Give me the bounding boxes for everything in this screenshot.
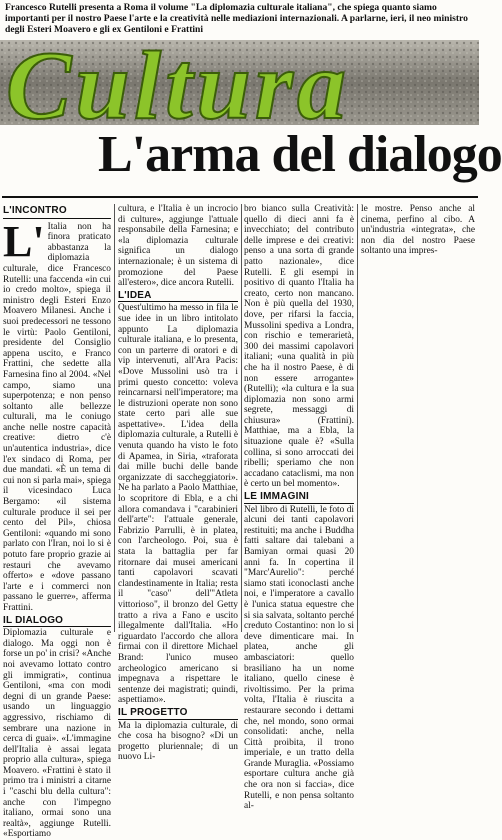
column-divider — [241, 204, 242, 632]
column-1 — [3, 204, 111, 840]
paragraph: le mostre. Penso anche al cinema, perfino al cibo. A un'industria «integrata», che non dia del nostro Paese soltanto una impres- — [361, 204, 475, 257]
section-banner-graphic — [0, 32, 479, 140]
subheading-incontro: L'INCONTRO — [3, 206, 111, 219]
paragraph: Nel libro di Rutelli, le foto di alcuni dei tanti capolavori restituiti; ma anche i Buddha fatti saltare dai talebani a Bamiyan ormai quasi 20 anni fa. In copertina il "Marc'Aurelio": perché siamo stati iconoclasti anche noi, e l'imperatore a cavallo è l'unica statua equestre che si sia salvata, soltanto perché creduto Costantino: non lo si deve dimenticare mai. In platea, anche gli ambasciatori: quello brasiliano ha un nome italiano, quello cinese è rivoltissimo. Per la prima volta, l'Italia è riuscita a restaurare secondo i dettami che, nel mondo, sono ormai consolidati: anche, nella Città proibita, il trono imperiale, e un tratto della Grande Muraglia. «Possiamo esportare cultura anche già che ora non si faccia», dice Rutelli, e non pensa soltanto al- — [244, 504, 354, 812]
paragraph: bro bianco sulla Creatività: quello di dieci anni fa è invecchiato; del contributo delle imprese e dei creativi: penso a una sorta di grande patto nazionale», dice Rutelli. E gli esempi in positivo di quanto l'Italia ha creato, certo non mancano. Non è più quella del 1930, dove, per rifarsi la faccia, Mussolini spediva a Londra, con rischio e temerarietà, 300 dei massimi capolavori italiani; «una qualità in più che ha il nostro Paese, è di non essere arrogante» (Rutelli); «la cultura e la sua diplomazia non sono armi segrete, messaggi di chiusura» (Frattini). Matthiae, ma a Ebla, la situazione quale è? «Sulla collina, si sono arroccati dei ribelli; speriamo che non accadano cataclismi, ma non è certo un bel momento». — [244, 204, 354, 490]
paragraph: Diplomazia culturale e dialogo. Ma oggi non è forse un po' in crisi? «Anche noi avevamo lottato contro gli immigrati», continua Gentiloni, «ma con modi degni di un grande Paese: usando un linguaggio aggressivo, rischiamo di sembrare una nazione in cerca di guai». «L'immagine dell'Italia è assai legata proprio alla cultura», spiega Moavero. «Frattini è stato il primo tra i ministri a citarne i "caschi blu della cultura": anche con l'impegno italiano, ormai sono una realtà», aggiunge Rutelli. «Esportiamo — [3, 628, 111, 840]
divider — [2, 196, 478, 198]
section-banner — [0, 32, 479, 140]
paragraph-text: Italia non ha finora praticato abbastanza la diplomazia culturale, dice Francesco Rutelli: una faccenda «in cui io credo molto», spiega il ministro degli Esteri Enzo Moavero Milanesi. Anche i suoi predecessori ne tessono le virtù: Paolo Gentiloni, presidente del Consiglio appena uscito, e Franco Frattini, che sedette alla Farnesina fino al 2004. «Nel campo, siamo una superpotenza; e non penso soltanto alle bellezze culturali, ma le coniugo anche nelle nostre capacità creative: dietro c'è un'autentica industria», dice l'ex sindaco di Roma, per due mandati. «È un tema di cui non si parla mai», spiega il vicesindaco Luca Bergamo: «il sistema culturale produce il sei per cento del Pil», chiosa Gentiloni: «quando mi sono parlato con l'Iran, noi lo si è potuto fare proprio grazie ai restauri che avevamo offerto» e «dove passano l'arte e i commerci non passano le guerre», afferma Frattini. — [3, 221, 111, 613]
paragraph: Quest'ultimo ha messo in fila le sue idee in un libro intitolato appunto La diplomazia culturale italiana, e lo presenta, con un parterre di oratori e di vip intervenuti, all'Ara Pacis: «Dove Mussolini usò tra i primi questo concetto: voleva reincarnarsi nell'imperatore; ma le distruzioni operate non sono state certo pari alle sue aspettative». L'idea della diplomazia culturale, a Rutelli è venuta quando ha visto le foto di Apamea, in Siria, «traforata dai mille buchi delle bande organizzate di saccheggiatori». Ne ha parlato a Paolo Matthiae, lo scopritore di Ebla, e a chi allora comandava i "carabinieri dell'arte": l'attuale generale, Fabrizio Parrulli, è in platea, con l'archeologo. Poi, sua è stata la battaglia per far ritornare dai musei americani tanti capolavori scavati clandestinamente in Italia; resta il "caso" dell'"Atleta vittorioso", il bronzo del Getty tratto a riva a Fano e uscito illegalmente dall'Italia. «Ho riguardato l'accordo che allora firmai con il direttore Michael Brand: l'unico museo archeologico americano si impegnava a rispettare le sentenze dei magistrati; quindi, aspettiamo». — [118, 303, 239, 706]
section-title: Cultura — [6, 32, 350, 140]
subheading-idea: L'IDEA — [118, 291, 238, 303]
drop-cap: L' — [3, 216, 45, 266]
paragraph — [3, 216, 111, 614]
column-2 — [118, 204, 239, 763]
paragraph: Ma la diplomazia culturale, di che cosa ha bisogno? «Di un progetto pluriennale; di un nuovo Li- — [118, 720, 238, 763]
subheading-progetto: IL PROGETTO — [118, 708, 238, 720]
subheading-immagini: LE IMMAGINI — [244, 492, 354, 504]
column-3 — [244, 204, 354, 812]
column-4 — [361, 204, 475, 634]
paragraph: cultura, e l'Italia è un incrocio di culture», aggiunge l'attuale responsabile della Farnesina; e «la diplomazia culturale significa un dialogo internazionale; è un sistema di promozione del Paese all'estero», dice ancora Rutelli. — [118, 204, 238, 289]
kicker-text: Francesco Rutelli presenta a Roma il volume "La diplomazia culturale italiana", che spiega quanto siamo importanti per il nostro Paese l'arte e la creatività nelle mediazioni internazionali. A parlarne, ieri, il neo ministro degli Esteri Moavero e gli ex Gentiloni e Frattini — [5, 2, 468, 35]
subheading-dialogo: IL DIALOGO — [3, 616, 111, 628]
headline: L'arma del dialogo — [98, 126, 502, 183]
column-divider — [357, 204, 358, 632]
column-divider — [114, 204, 115, 632]
